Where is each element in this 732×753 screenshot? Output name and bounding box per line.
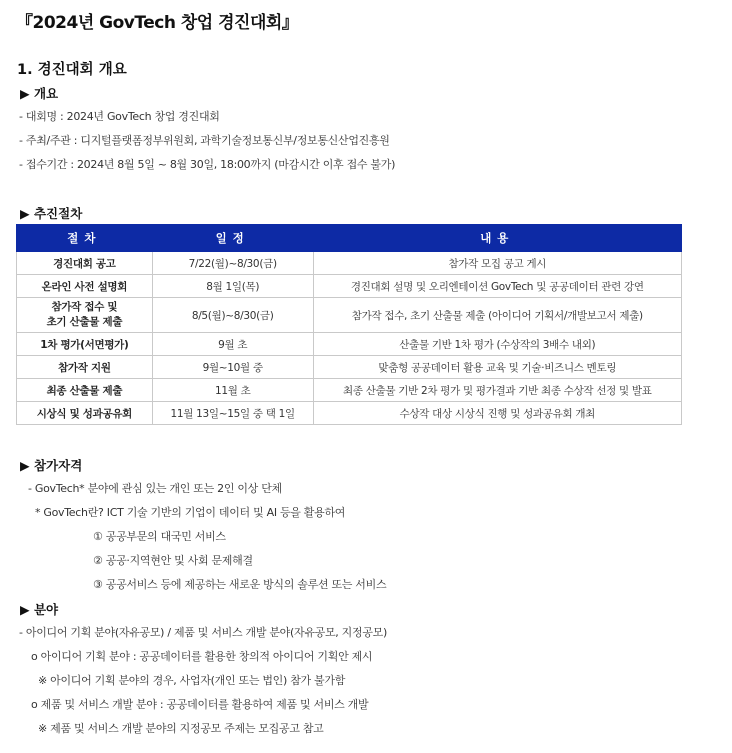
eligibility-note: * GovTech란? ICT 기술 기반의 기업이 데이터 및 AI 등을 활용하여 (35, 506, 346, 519)
content-cell: 경진대회 설명 및 오리엔테이션 GovTech 및 공공데이터 관련 강연 (313, 275, 681, 298)
table-row (17, 356, 682, 379)
table-row (17, 402, 682, 425)
content-cell: 맞춤형 공공데이터 활용 교육 및 기술·비즈니스 멘토링 (313, 356, 681, 379)
table-row (17, 252, 682, 275)
step-cell: 참가작 지원 (17, 356, 153, 379)
table-row (17, 298, 682, 333)
date-cell: 9월~10월 중 (152, 356, 313, 379)
eligibility-item: ② 공공·지역현안 및 사회 문제해결 (93, 554, 253, 567)
fields-note: ※ 제품 및 서비스 개발 분야의 지정공모 주제는 모집공고 참고 (38, 722, 324, 735)
step-cell-line1: 참가작 접수 및 (51, 301, 118, 313)
procedure-heading: ▶ 추진절차 (20, 206, 83, 221)
overview-line-host: - 주최/주관 : 디지털플랫폼정부위원회, 과학기술정보통신부/정보통신산업진흥원 (19, 134, 390, 147)
overview-line-period: - 접수기간 : 2024년 8월 5일 ~ 8월 30일, 18:00까지 (마감시간 이후 접수 불가) (19, 158, 396, 171)
header-step: 절차 (17, 225, 153, 252)
date-cell: 11월 초 (152, 379, 313, 402)
document-title: 『2024년 GovTech 창업 경진대회』 (16, 13, 299, 33)
step-cell: 시상식 및 성과공유회 (17, 402, 153, 425)
header-content: 내용 (313, 225, 681, 252)
section-heading: 1. 경진대회 개요 (17, 62, 127, 78)
fields-line: o 제품 및 서비스 개발 분야 : 공공데이터를 활용하여 제품 및 서비스 개발 (31, 698, 369, 711)
step-cell-line2: 초기 산출물 제출 (46, 316, 123, 328)
eligibility-item: ① 공공부문의 대국민 서비스 (93, 530, 226, 543)
fields-line: o 아이디어 기획 분야 : 공공데이터를 활용한 창의적 아이디어 기획안 제시 (31, 650, 373, 663)
date-cell: 8/5(월)~8/30(금) (152, 298, 313, 333)
eligibility-heading: ▶ 참가자격 (20, 458, 83, 473)
fields-heading: ▶ 분야 (20, 602, 59, 617)
step-cell: 최종 산출물 제출 (17, 379, 153, 402)
table-row (17, 275, 682, 298)
content-cell: 산출물 기반 1차 평가 (수상작의 3배수 내외) (313, 333, 681, 356)
fields-line: - 아이디어 기획 분야(자유공모) / 제품 및 서비스 개발 분야(자유공모, 지정공모) (19, 626, 387, 639)
step-cell: 1차 평가(서면평가) (17, 333, 153, 356)
eligibility-item: ③ 공공서비스 등에 제공하는 새로운 방식의 솔루션 또는 서비스 (93, 578, 387, 591)
date-cell: 8월 1일(목) (152, 275, 313, 298)
content-cell: 최종 산출물 기반 2차 평가 및 평가결과 기반 최종 수상작 선정 및 발표 (313, 379, 681, 402)
step-cell: 온라인 사전 설명회 (17, 275, 153, 298)
fields-note: ※ 아이디어 기획 분야의 경우, 사업자(개인 또는 법인) 참가 불가함 (38, 674, 346, 687)
table-row (17, 333, 682, 356)
content-cell: 수상작 대상 시상식 진행 및 성과공유회 개최 (313, 402, 681, 425)
header-date: 일정 (152, 225, 313, 252)
table-header-row (17, 225, 682, 252)
step-cell: 경진대회 공고 (17, 252, 153, 275)
overview-line-name: - 대회명 : 2024년 GovTech 창업 경진대회 (19, 110, 220, 123)
overview-heading: ▶ 개요 (20, 86, 59, 101)
date-cell: 9월 초 (152, 333, 313, 356)
procedure-table (16, 224, 682, 425)
date-cell: 7/22(월)~8/30(금) (152, 252, 313, 275)
table-row (17, 379, 682, 402)
eligibility-line: - GovTech* 분야에 관심 있는 개인 또는 2인 이상 단체 (28, 482, 282, 495)
content-cell: 참가작 모집 공고 게시 (313, 252, 681, 275)
date-cell: 11월 13일~15일 중 택 1일 (152, 402, 313, 425)
content-cell: 참가작 접수, 초기 산출물 제출 (아이디어 기획서/개발보고서 제출) (313, 298, 681, 333)
step-cell (17, 298, 153, 333)
